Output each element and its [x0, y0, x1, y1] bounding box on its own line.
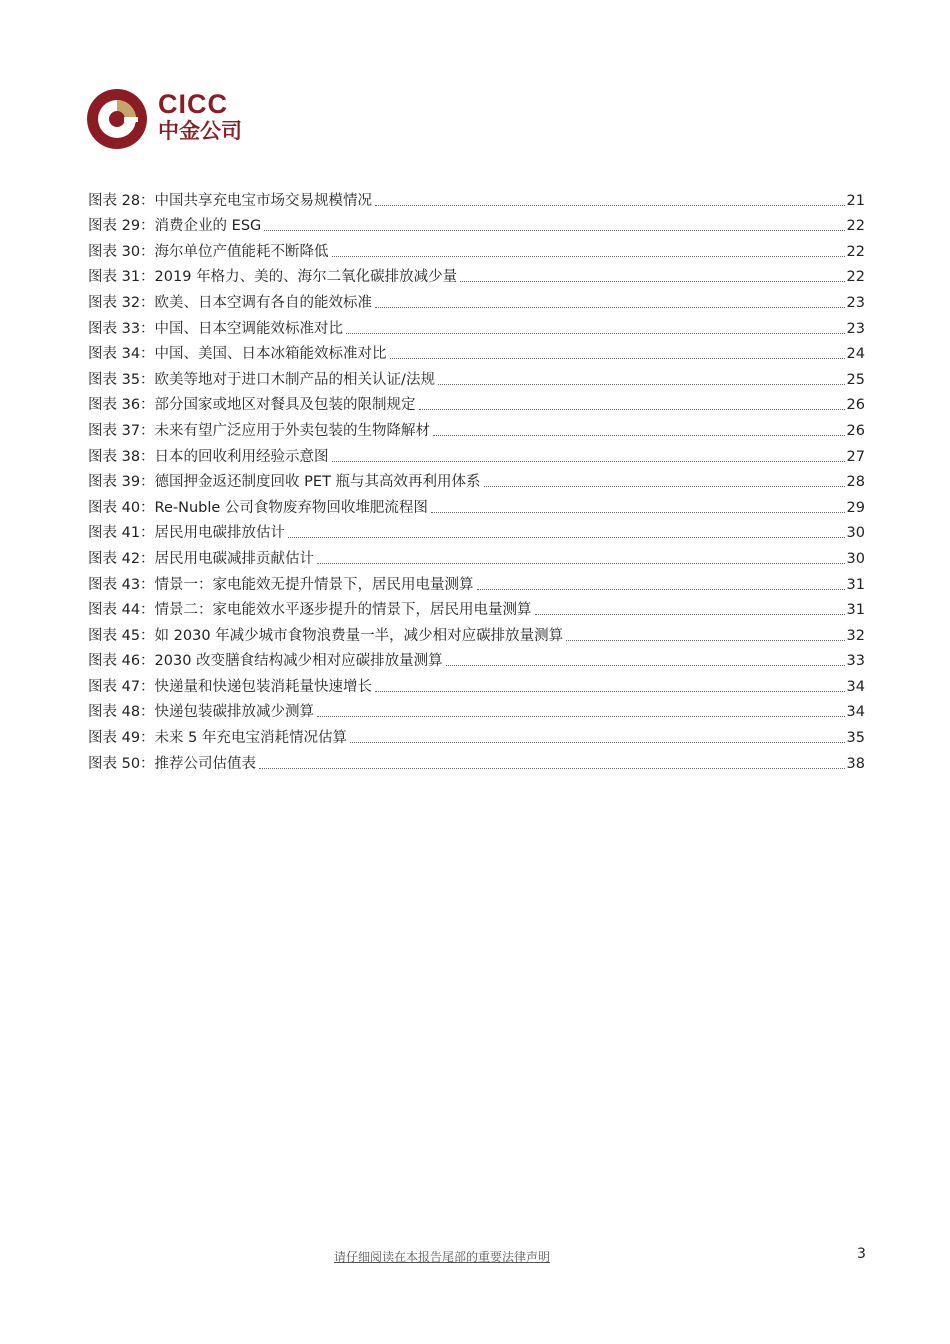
dot-leader [390, 358, 845, 359]
toc-entry-label: 图表 29：消费企业的 ESG [88, 218, 262, 235]
toc-entry-page: 28 [846, 474, 865, 491]
toc-entry[interactable] [88, 594, 865, 620]
toc-entry-label: 图表 36：部分国家或地区对餐具及包装的限制规定 [88, 397, 416, 414]
dot-leader [317, 563, 844, 564]
toc-entry-label: 图表 38：日本的回收利用经验示意图 [88, 448, 329, 465]
toc-entry[interactable] [88, 619, 865, 645]
toc-entry[interactable] [88, 542, 865, 568]
toc-entry-label: 图表 39：德国押金返还制度回收 PET 瓶与其高效再利用体系 [88, 474, 481, 491]
dot-leader [419, 409, 845, 410]
toc-entry[interactable] [88, 235, 865, 261]
dot-leader [332, 461, 845, 462]
figure-list [88, 184, 865, 773]
toc-entry-page: 22 [846, 218, 865, 235]
toc-entry-label: 图表 45：如 2030 年减少城市食物浪费量一半，减少相对应碳排放量测算 [88, 627, 564, 644]
toc-entry-page: 23 [846, 320, 865, 337]
logo-text-en: CICC [158, 89, 228, 119]
toc-entry-label: 图表 37：未来有望广泛应用于外卖包装的生物降解材 [88, 422, 431, 439]
toc-entry-label: 图表 40：Re-Nuble 公司食物废弃物回收堆肥流程图 [88, 499, 428, 516]
toc-entry[interactable] [88, 261, 865, 287]
toc-entry-page: 35 [846, 730, 865, 747]
toc-entry[interactable] [88, 286, 865, 312]
dot-leader [433, 435, 844, 436]
dot-leader [350, 742, 845, 743]
dot-leader [484, 486, 845, 487]
toc-entry-label: 图表 42：居民用电碳减排贡献估计 [88, 550, 315, 567]
toc-entry-page: 24 [846, 346, 865, 363]
toc-entry[interactable] [88, 440, 865, 466]
toc-entry-page: 23 [846, 294, 865, 311]
toc-entry[interactable] [88, 491, 865, 517]
toc-entry-label: 图表 43：情景一：家电能效无提升情景下，居民用电量测算 [88, 576, 474, 593]
toc-entry-label: 图表 34：中国、美国、日本冰箱能效标准对比 [88, 346, 387, 363]
cicc-logo [86, 86, 266, 152]
toc-entry-label: 图表 46：2030 改变膳食结构减少相对应碳排放量测算 [88, 653, 443, 670]
toc-entry-page: 30 [846, 525, 865, 542]
toc-entry-label: 图表 44：情景二：家电能效水平逐步提升的情景下，居民用电量测算 [88, 602, 532, 619]
toc-entry-page: 38 [846, 755, 865, 772]
toc-entry-page: 33 [846, 653, 865, 670]
toc-entry-page: 26 [846, 397, 865, 414]
toc-entry-page: 21 [846, 192, 865, 209]
toc-entry[interactable] [88, 696, 865, 722]
toc-entry-label: 图表 32：欧美、日本空调有各自的能效标准 [88, 294, 373, 311]
page-number: 3 [857, 1246, 866, 1262]
toc-entry-page: 27 [846, 448, 865, 465]
toc-entry-label: 图表 33：中国、日本空调能效标准对比 [88, 320, 344, 337]
toc-entry-label: 图表 35：欧美等地对于进口木制产品的相关认证/法规 [88, 371, 435, 388]
toc-entry-page: 32 [846, 627, 865, 644]
toc-entry-page: 31 [846, 576, 865, 593]
toc-entry-page: 26 [846, 422, 865, 439]
legal-notice-link[interactable]: 请仔细阅读在本报告尾部的重要法律声明 [334, 1250, 551, 1264]
toc-entry-label: 图表 50：推荐公司估值表 [88, 755, 257, 772]
cicc-emblem-icon [86, 86, 152, 152]
toc-entry-label: 图表 28：中国共享充电宝市场交易规模情况 [88, 192, 373, 209]
toc-entry[interactable] [88, 466, 865, 492]
toc-entry-page: 22 [846, 269, 865, 286]
dot-leader [288, 537, 844, 538]
dot-leader [375, 691, 844, 692]
toc-entry-page: 31 [846, 602, 865, 619]
toc-entry-label: 图表 49：未来 5 年充电宝消耗情况估算 [88, 730, 348, 747]
toc-entry[interactable] [88, 389, 865, 415]
toc-entry-page: 29 [846, 499, 865, 516]
dot-leader [375, 205, 844, 206]
dot-leader [460, 281, 844, 282]
page-footer [0, 1246, 950, 1266]
dot-leader [446, 665, 845, 666]
toc-entry[interactable] [88, 645, 865, 671]
toc-entry[interactable] [88, 670, 865, 696]
dot-leader [535, 614, 845, 615]
dot-leader [317, 716, 844, 717]
dot-leader [375, 307, 844, 308]
toc-entry-label: 图表 31：2019 年格力、美的、海尔二氧化碳排放减少量 [88, 269, 458, 286]
dot-leader [346, 333, 844, 334]
toc-entry-page: 25 [846, 371, 865, 388]
toc-entry-label: 图表 41：居民用电碳排放估计 [88, 525, 286, 542]
toc-entry[interactable] [88, 338, 865, 364]
toc-entry[interactable] [88, 721, 865, 747]
dot-leader [264, 230, 844, 231]
toc-entry[interactable] [88, 210, 865, 236]
logo-text-zh: 中金公司 [158, 119, 242, 143]
toc-entry-page: 30 [846, 550, 865, 567]
toc-entry-page: 22 [846, 243, 865, 260]
toc-entry[interactable] [88, 414, 865, 440]
toc-entry-label: 图表 48：快递包装碳排放减少测算 [88, 704, 315, 721]
dot-leader [332, 256, 845, 257]
toc-entry[interactable] [88, 568, 865, 594]
dot-leader [259, 768, 844, 769]
dot-leader [431, 512, 845, 513]
toc-entry-page: 34 [846, 678, 865, 695]
dot-leader [566, 640, 844, 641]
toc-entry-label: 图表 30：海尔单位产值能耗不断降低 [88, 243, 329, 260]
toc-entry[interactable] [88, 363, 865, 389]
toc-entry[interactable] [88, 747, 865, 773]
toc-entry[interactable] [88, 517, 865, 543]
dot-leader [438, 384, 845, 385]
toc-entry[interactable] [88, 184, 865, 210]
toc-entry-page: 34 [846, 704, 865, 721]
toc-entry[interactable] [88, 312, 865, 338]
toc-entry-label: 图表 47：快递量和快递包装消耗量快速增长 [88, 678, 373, 695]
dot-leader [477, 589, 845, 590]
